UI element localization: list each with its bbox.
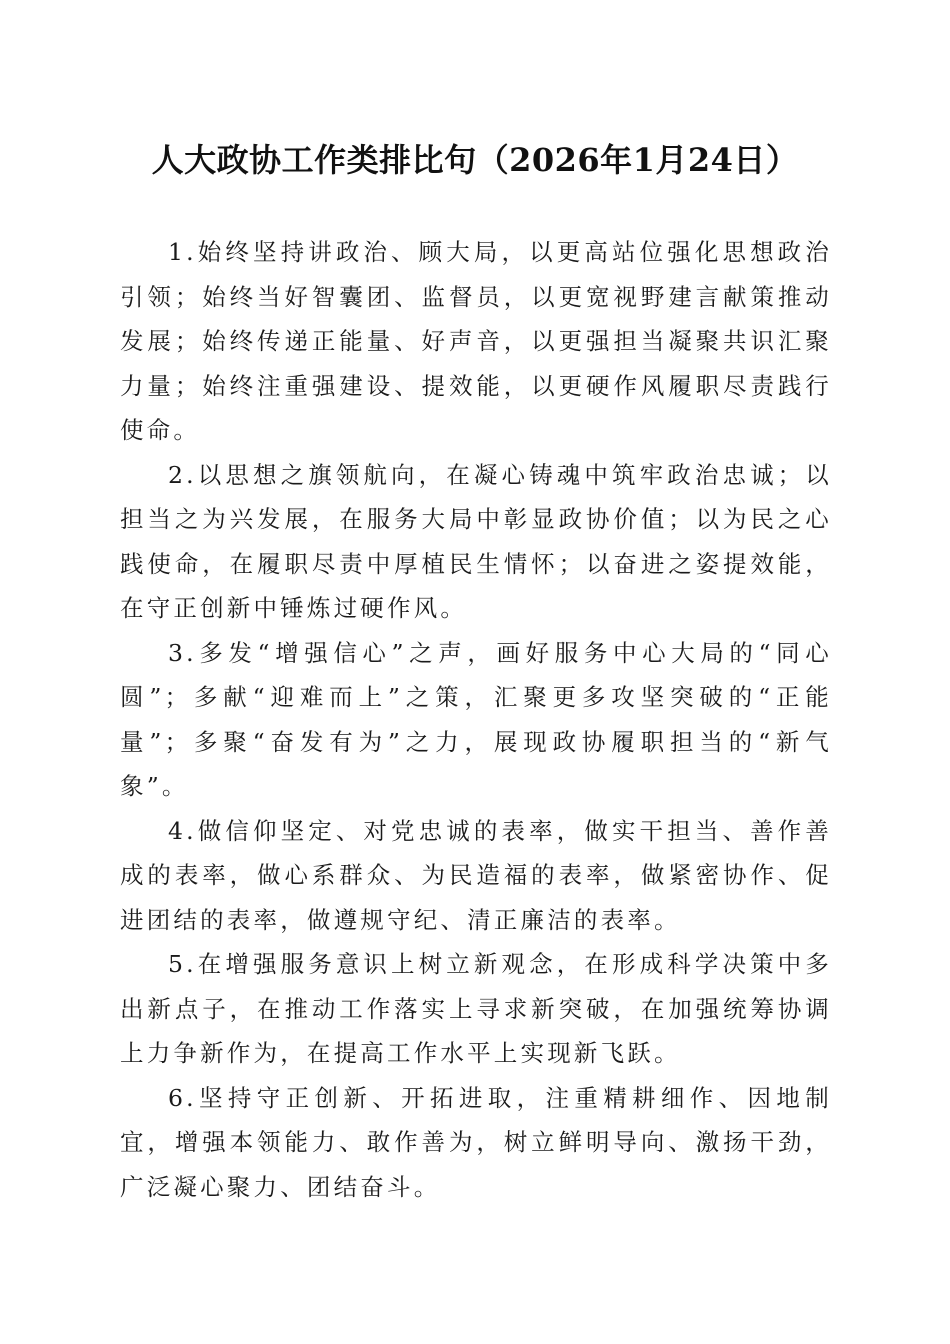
document-body (120, 230, 832, 1209)
paragraph-5: 5.在增强服务意识上树立新观念，在形成科学决策中多出新点子，在推动工作落实上寻求新突破，在加强统筹协调上力争新作为，在提高工作水平上实现新飞跃。 (120, 950, 832, 1067)
document-title: 人大政协工作类排比句（2026年1月24日） (151, 141, 799, 179)
paragraph-6: 6.坚持守正创新、开拓进取，注重精耕细作、因地制宜，增强本领能力、敢作善为，树立鲜明导向、激扬干劲，广泛凝心聚力、团结奋斗。 (120, 1083, 832, 1201)
paragraph-4: 4.做信仰坚定、对党忠诚的表率，做实干担当、善作善成的表率，做心系群众、为民造福的表率，做紧密协作、促进团结的表率，做遵规守纪、清正廉洁的表率。 (120, 816, 832, 934)
paragraph-3: 3.多发“增强信心”之声，画好服务中心大局的“同心圆”；多献“迎难而上”之策，汇聚更多攻坚突破的“正能量”；多聚“奋发有为”之力，展现政协履职担当的“新气象”。 (120, 638, 832, 800)
paragraph-1: 1.始终坚持讲政治、顾大局，以更高站位强化思想政治引领；始终当好智囊团、监督员，以更宽视野建言献策推动发展；始终传递正能量、好声音，以更强担当凝聚共识汇聚力量；始终注重强建设、提效能，以更硬作风履职尽责践行使命。 (120, 238, 832, 444)
paragraph-2: 2.以思想之旗领航向，在凝心铸魂中筑牢政治忠诚；以担当之为兴发展，在服务大局中彰显政协价值；以为民之心践使命，在履职尽责中厚植民生情怀；以奋进之姿提效能，在守正创新中锤炼过硬作风。 (120, 460, 832, 622)
